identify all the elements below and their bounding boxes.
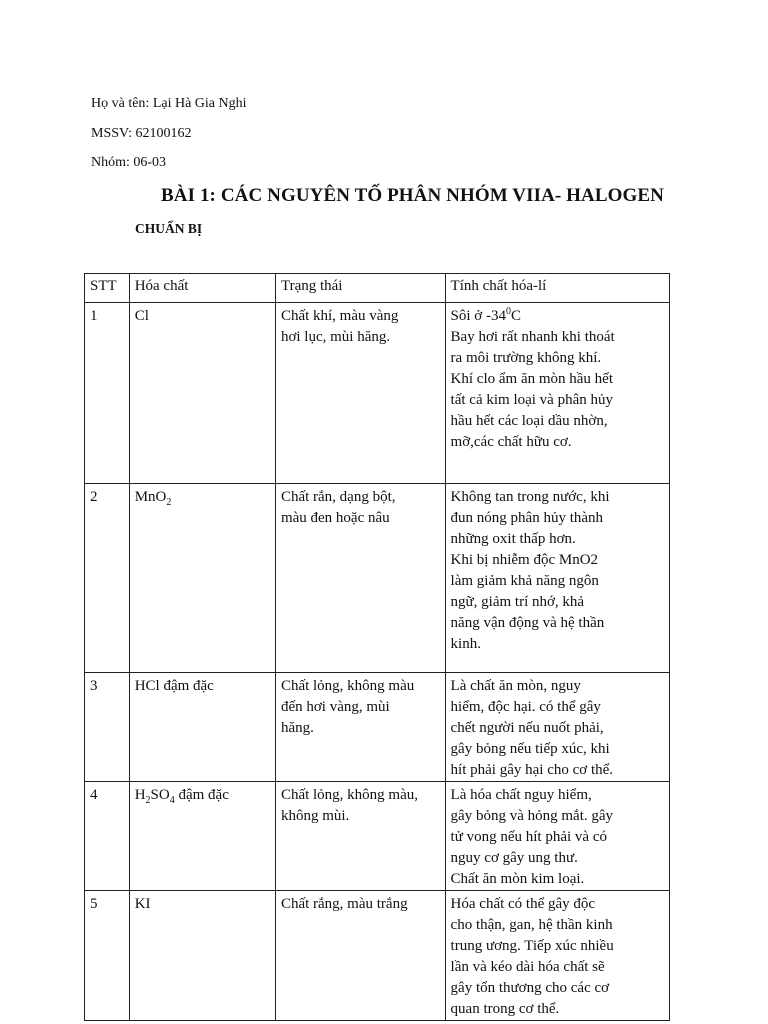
cell-line: đến hơi vàng, mùi: [280, 699, 390, 715]
stt-cell: 4: [85, 782, 130, 891]
state-cell: [275, 782, 445, 891]
table-header-row: [85, 274, 670, 303]
properties-cell: [445, 891, 669, 1021]
table-row: [85, 891, 670, 1021]
cell-line: Hóa chất có thể gây độc: [450, 896, 596, 912]
table-row: [85, 782, 670, 891]
cell-line: mỡ,các chất hữu cơ.: [450, 434, 572, 450]
cell-line: Chất ăn mòn kim loại.: [450, 871, 585, 887]
cell-line: hít phải gây hại cho cơ thể.: [450, 762, 614, 778]
student-group: Nhóm: 06-03: [91, 155, 167, 170]
header-state: Trạng thái: [275, 274, 445, 303]
cell-line: Chất lỏng, không màu,: [280, 787, 419, 803]
properties-cell: [445, 484, 669, 673]
text-run: C: [510, 308, 521, 324]
cell-line: nguy cơ gây ung thư.: [450, 850, 578, 866]
cell-line: đun nóng phân hủy thành: [450, 510, 604, 526]
cell-line: Chất rắng, màu trắng: [280, 896, 408, 912]
cell-line: Bay hơi rất nhanh khi thoát: [450, 329, 615, 345]
text-run: MnO: [134, 489, 167, 505]
cell-line: gây tổn thương cho các cơ: [450, 980, 610, 996]
text-run: đậm đặc: [174, 787, 229, 803]
chemical-formula: [135, 894, 270, 915]
cell-line: kinh.: [450, 636, 481, 652]
student-id: MSSV: 62100162: [91, 126, 192, 141]
cell-line: [451, 306, 664, 327]
chemical-formula: [135, 676, 270, 697]
cell-line: làm giảm khả năng ngôn: [450, 573, 599, 589]
cell-line: trung ương. Tiếp xúc nhiều: [450, 938, 614, 954]
chemical-formula: [135, 785, 270, 806]
properties-cell: [445, 782, 669, 891]
cell-line: năng vận động và hệ thần: [450, 615, 605, 631]
page-title: BÀI 1: CÁC NGUYÊN TỐ PHÂN NHÓM VIIA- HALOGEN: [161, 185, 665, 206]
text-run: Sôi ở -34: [450, 308, 506, 324]
cell-line: Là chất ăn mòn, nguy: [450, 678, 581, 694]
cell-line: Chất khí, màu vàng: [280, 308, 399, 324]
cell-line: Khi bị nhiễm độc MnO2: [450, 552, 599, 568]
section-heading: CHUẨN BỊ: [135, 221, 203, 236]
cell-line: ra môi trường không khí.: [450, 350, 602, 366]
cell-line: gây bỏng nếu tiếp xúc, khi: [450, 741, 610, 757]
table-row: [85, 303, 670, 484]
cell-line: những oxit thấp hơn.: [450, 531, 576, 547]
text-run: Cl: [134, 308, 149, 324]
student-name: Họ và tên: Lại Hà Gia Nghi: [91, 96, 247, 111]
chemical-cell: [129, 891, 275, 1021]
stt-cell: 5: [85, 891, 130, 1021]
state-cell: [275, 673, 445, 782]
subscript: 4: [169, 795, 175, 806]
cell-line: tất cả kim loại và phân hủy: [450, 392, 613, 408]
cell-line: hiểm, độc hại. có thể gây: [450, 699, 601, 715]
cell-line: hơi lục, mùi hăng.: [280, 329, 391, 345]
state-cell: [275, 303, 445, 484]
chemical-cell: [129, 782, 275, 891]
cell-line: hăng.: [280, 720, 314, 736]
chemical-formula: [135, 306, 270, 327]
cell-line: tử vong nếu hít phải và có: [450, 829, 607, 845]
cell-line: quan trong cơ thể.: [450, 1001, 560, 1017]
state-cell: [275, 891, 445, 1021]
chemical-cell: [129, 673, 275, 782]
subscript: 2: [145, 795, 151, 806]
cell-line: Không tan trong nước, khi: [450, 489, 610, 505]
text-run: HCl đậm đặc: [134, 678, 214, 694]
stt-cell: 2: [85, 484, 130, 673]
header-chemical: Hóa chất: [129, 274, 275, 303]
cell-line: màu đen hoặc nâu: [280, 510, 390, 526]
chemicals-table: [84, 273, 670, 1021]
table-row: [85, 484, 670, 673]
text-run: KI: [134, 896, 151, 912]
cell-line: không mùi.: [280, 808, 350, 824]
cell-line: hầu hết các loại dầu nhờn,: [450, 413, 608, 429]
text-run: SO: [150, 787, 170, 803]
cell-line: Khí clo ẩm ăn mòn hầu hết: [450, 371, 614, 387]
cell-line: Chất lỏng, không màu: [280, 678, 415, 694]
table-row: [85, 673, 670, 782]
properties-cell: [445, 303, 669, 484]
state-cell: [275, 484, 445, 673]
cell-line: Chất rắn, dạng bột,: [280, 489, 396, 505]
chemical-cell: [129, 484, 275, 673]
header-stt: STT: [85, 274, 130, 303]
superscript: 0: [505, 306, 511, 317]
chemical-formula: [135, 487, 270, 508]
cell-line: gây bỏng và hỏng mắt. gây: [450, 808, 614, 824]
cell-line: Là hóa chất nguy hiểm,: [450, 787, 592, 803]
subscript: 2: [166, 497, 172, 508]
stt-cell: 1: [85, 303, 130, 484]
text-run: H: [134, 787, 146, 803]
cell-line: chết người nếu nuốt phải,: [450, 720, 604, 736]
stt-cell: 3: [85, 673, 130, 782]
cell-line: cho thận, gan, hệ thần kinh: [450, 917, 613, 933]
properties-cell: [445, 673, 669, 782]
cell-line: lần và kéo dài hóa chất sẽ: [450, 959, 605, 975]
header-properties: Tính chất hóa-lí: [445, 274, 669, 303]
chemical-cell: [129, 303, 275, 484]
cell-line: ngữ, giảm trí nhớ, khả: [450, 594, 585, 610]
